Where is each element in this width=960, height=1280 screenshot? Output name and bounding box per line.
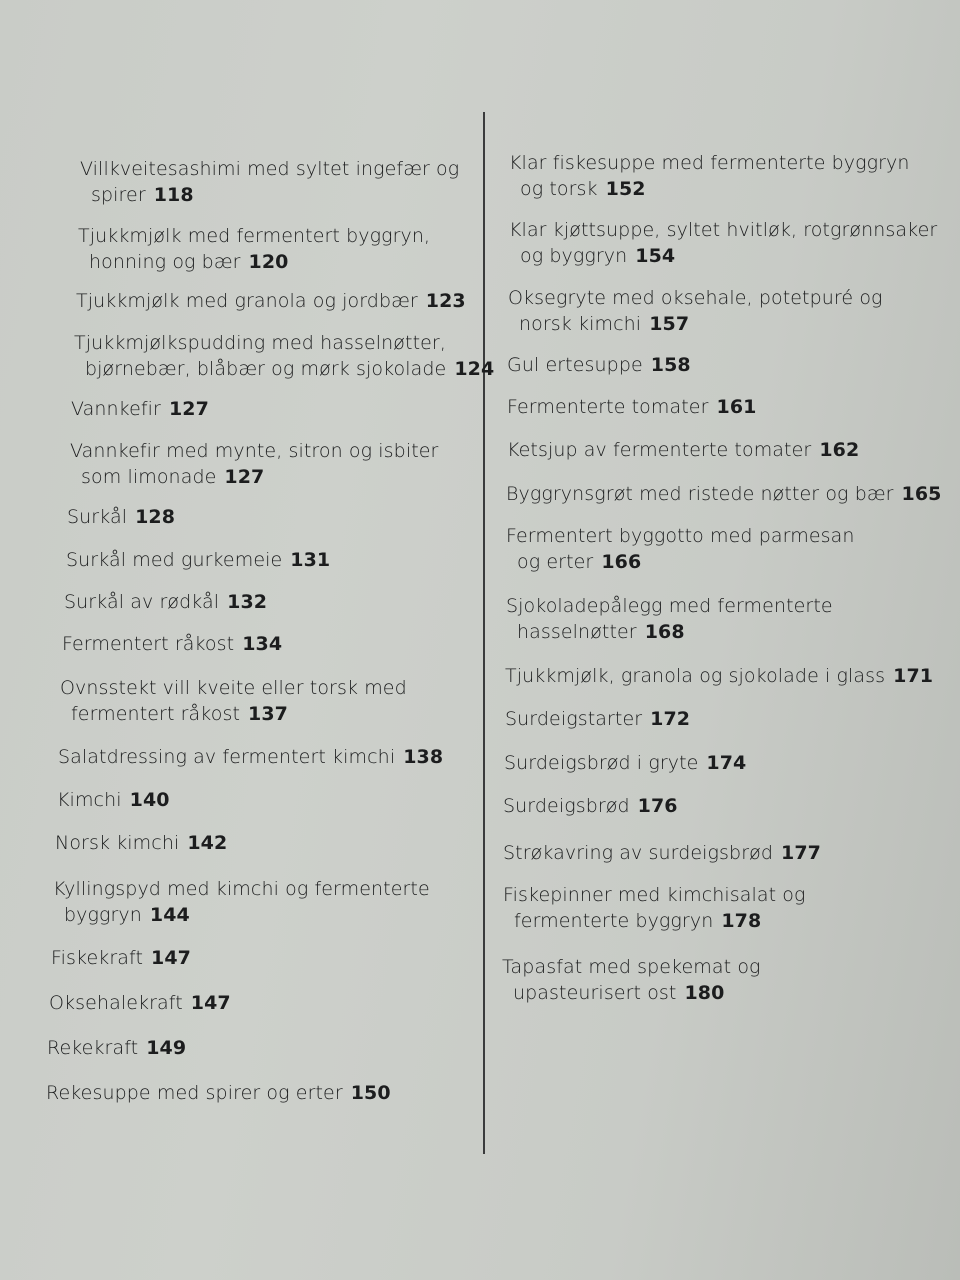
entry-title-text: Byggrynsgrøt med ristede nøtter og bær <box>506 483 894 505</box>
entry-title <box>508 285 883 311</box>
entry-title-text: Klar kjøttsuppe, syltet hvitløk, rotgrønnsaker <box>509 219 938 241</box>
entry-title-continued-text: fermenterte byggryn <box>514 910 714 932</box>
entry-title-text: Tjukkmjølk, granola og sjokolade i glass <box>505 665 886 687</box>
page-number: 168 <box>644 621 685 643</box>
page-number: 177 <box>781 842 821 864</box>
entry-title-continued-text: bjørnebær, blåbær og mørk sjokolade <box>85 358 447 380</box>
entry-title-text: Tjukkmjølk med granola og jordbær <box>76 290 418 312</box>
entry-title-text: Rekekraft <box>47 1037 139 1059</box>
entry-title <box>64 589 267 615</box>
entry-title-text: Surkål med gurkemeie <box>66 549 283 571</box>
page-number: 157 <box>649 313 690 335</box>
entry-title-continued <box>80 182 459 208</box>
page-number: 142 <box>187 832 228 854</box>
entry-title-text: Kimchi <box>57 789 122 811</box>
entry-title-text: Kyllingspyd med kimchi og fermenterte <box>53 878 430 900</box>
entry-title-text: Oksehalekraft <box>49 992 183 1014</box>
entry-title-text: Surdeigstarter <box>505 708 643 730</box>
entry-title-continued <box>74 356 494 382</box>
page-number: 127 <box>224 466 265 488</box>
index-entry <box>71 396 209 422</box>
entry-title <box>504 750 746 776</box>
entry-title <box>49 990 231 1016</box>
entry-title-continued-text: byggryn <box>64 904 142 926</box>
entry-title <box>66 547 330 573</box>
entry-title <box>47 1035 186 1061</box>
entry-title-text: Rekesuppe med spirer og erter <box>46 1082 343 1104</box>
entry-title <box>503 882 806 908</box>
page-number: 150 <box>350 1082 391 1104</box>
index-entry <box>76 288 466 314</box>
entry-title <box>80 156 459 182</box>
index-entry <box>58 744 443 770</box>
entry-title-continued <box>506 549 855 575</box>
entry-title-text: Tapasfat med spekemat og <box>502 956 761 978</box>
index-entry <box>55 830 227 856</box>
entry-title-continued-text: honning og bær <box>89 251 241 273</box>
index-entry <box>64 589 267 615</box>
entry-title-text: Fermentert råkost <box>62 633 235 655</box>
entry-title-text: Tjukkmjølk med fermentert byggryn, <box>78 225 431 247</box>
entry-title-text: Vannkefir med mynte, sitron og isbiter <box>70 440 439 462</box>
entry-title <box>507 437 859 463</box>
entry-title-continued <box>509 243 937 269</box>
entry-title-text: Fermentert byggotto med parmesan <box>506 525 855 547</box>
index-entry <box>62 631 282 657</box>
entry-title-continued-text: norsk kimchi <box>519 313 642 335</box>
entry-title-continued-text: spirer <box>91 184 146 206</box>
index-entry <box>505 663 933 689</box>
entry-title <box>78 223 430 249</box>
entry-title-text: Tjukkmjølkspudding med hasselnøtter, <box>74 332 446 354</box>
entry-title <box>507 394 756 420</box>
page-number: 123 <box>425 290 466 312</box>
index-entry <box>78 223 430 275</box>
page-number: 140 <box>129 789 170 811</box>
entry-title-continued-text: og torsk <box>520 178 598 200</box>
entry-title <box>506 481 942 507</box>
page-number: 127 <box>168 398 209 420</box>
index-entry <box>70 438 438 490</box>
entry-title-continued <box>503 908 806 934</box>
entry-title-continued-text: og erter <box>517 551 594 573</box>
page-number: 144 <box>149 904 190 926</box>
entry-title-text: Fiskekraft <box>51 947 144 969</box>
index-entry <box>509 150 910 202</box>
entry-title <box>506 593 833 619</box>
index-entry <box>53 876 430 928</box>
entry-title <box>509 150 910 176</box>
entry-title <box>53 876 430 902</box>
entry-title <box>67 504 175 530</box>
entry-title-continued <box>60 701 407 727</box>
index-entry <box>60 675 407 727</box>
index-entry <box>46 1080 391 1106</box>
entry-title <box>505 706 690 732</box>
entry-title <box>60 675 407 701</box>
entry-title-continued-text: som limonade <box>81 466 217 488</box>
column-divider <box>483 112 485 1154</box>
entry-title-text: Surkål <box>67 506 128 528</box>
page-number: 128 <box>135 506 176 528</box>
entry-title <box>503 840 821 866</box>
page-number: 134 <box>242 633 283 655</box>
entry-title <box>74 330 494 356</box>
entry-title <box>76 288 466 314</box>
entry-title-continued <box>53 902 430 928</box>
index-entry <box>503 793 678 819</box>
entry-title <box>58 744 443 770</box>
entry-title-continued-text: fermentert råkost <box>71 703 240 725</box>
entry-title <box>51 945 191 971</box>
index-entry <box>507 352 691 378</box>
entry-title-text: Oksegryte med oksehale, potetpuré og <box>508 287 883 309</box>
page-number: 162 <box>819 439 860 461</box>
page-number: 161 <box>716 396 757 418</box>
entry-title-text: Ovnsstekt vill kveite eller torsk med <box>60 677 407 699</box>
index-entry <box>509 217 937 269</box>
entry-title-text: Salatdressing av fermentert kimchi <box>58 746 396 768</box>
entry-title-continued <box>70 464 438 490</box>
page-number: 137 <box>248 703 288 725</box>
page-number: 138 <box>403 746 444 768</box>
entry-title <box>506 523 855 549</box>
entry-title-text: Ketsjup av fermenterte tomater <box>507 439 812 461</box>
index-entry <box>67 504 175 530</box>
page-number: 165 <box>901 483 942 505</box>
page-number: 178 <box>721 910 762 932</box>
index-entry <box>505 706 690 732</box>
page-number: 132 <box>227 591 268 613</box>
entry-title <box>507 352 691 378</box>
index-entry <box>504 750 746 776</box>
page-number: 118 <box>153 184 194 206</box>
index-entry <box>74 330 494 382</box>
entry-title-text: Surdeigsbrød <box>503 795 630 817</box>
index-entry <box>506 593 833 645</box>
index-entry <box>57 787 170 813</box>
entry-title-continued-text: upasteurisert ost <box>513 982 677 1004</box>
entry-title <box>503 793 678 819</box>
index-entry <box>47 1035 186 1061</box>
entry-title-continued-text: hasselnøtter <box>517 621 637 643</box>
page-number: 147 <box>190 992 231 1014</box>
entry-title-text: Klar fiskesuppe med fermenterte byggryn <box>509 152 910 174</box>
entry-title <box>505 663 933 689</box>
entry-title-text: Fermenterte tomater <box>507 396 709 418</box>
entry-title-text: Surkål av rødkål <box>64 591 220 613</box>
entry-title-continued <box>78 249 430 275</box>
entry-title-text: Sjokoladepålegg med fermenterte <box>506 595 833 617</box>
index-entry <box>506 523 855 575</box>
entry-title-text: Fiskepinner med kimchisalat og <box>503 884 806 906</box>
entry-title-text: Surdeigsbrød i gryte <box>504 752 699 774</box>
page-number: 152 <box>605 178 646 200</box>
entry-title-text: Vannkefir <box>71 398 161 420</box>
index-entry <box>508 285 883 337</box>
entry-title <box>46 1080 391 1106</box>
index-entry <box>507 394 756 420</box>
entry-title-continued <box>509 176 910 202</box>
entry-title-text: Gul ertesuppe <box>507 354 643 376</box>
page-number: 171 <box>893 665 934 687</box>
entry-title <box>71 396 209 422</box>
page-number: 154 <box>635 245 676 267</box>
entry-title <box>509 217 937 243</box>
index-entry <box>503 840 821 866</box>
page-number: 131 <box>290 549 331 571</box>
entry-title-continued <box>506 619 833 645</box>
page-number: 174 <box>706 752 747 774</box>
page-number: 176 <box>637 795 678 817</box>
page-number: 166 <box>601 551 642 573</box>
entry-title-text: Norsk kimchi <box>55 832 180 854</box>
index-entry <box>507 437 859 463</box>
entry-title <box>57 787 170 813</box>
index-entry <box>80 156 459 208</box>
page-number: 158 <box>650 354 691 376</box>
entry-title-continued-text: og byggryn <box>520 245 628 267</box>
entry-title <box>62 631 282 657</box>
index-entry <box>66 547 330 573</box>
page-number: 120 <box>248 251 289 273</box>
entry-title <box>70 438 438 464</box>
page-number: 180 <box>684 982 725 1004</box>
entry-title-text: Strøkavring av surdeigsbrød <box>503 842 774 864</box>
entry-title <box>502 954 761 980</box>
entry-title-continued <box>502 980 761 1006</box>
page-number: 124 <box>454 358 495 380</box>
index-entry <box>502 954 761 1006</box>
page-number: 172 <box>650 708 691 730</box>
entry-title <box>55 830 227 856</box>
index-entry <box>49 990 231 1016</box>
page-number: 149 <box>146 1037 187 1059</box>
entry-title-continued <box>508 311 883 337</box>
index-entry <box>503 882 806 934</box>
index-entry <box>506 481 942 507</box>
index-entry <box>51 945 191 971</box>
entry-title-text: Villkveitesashimi med syltet ingefær og <box>80 158 460 180</box>
page-number: 147 <box>151 947 191 969</box>
